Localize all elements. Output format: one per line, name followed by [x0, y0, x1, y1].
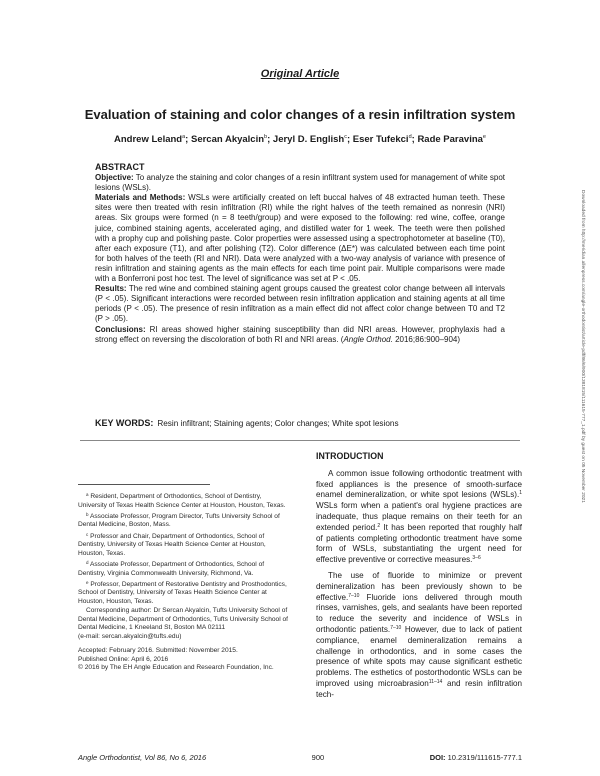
author-name: Sercan Akyalcin	[190, 134, 265, 145]
affiliation-text: Professor and Chair, Department of Orthodontics, School of Dentistry, University of Texas Health Science Center at Houston, Houston, Texas.	[78, 532, 266, 557]
text-run: The use of fluoride to minimize or prevent demineralization has been previously shown to be effective.	[316, 570, 522, 602]
keywords-line	[95, 418, 505, 428]
corresponding-email: (e-mail: sercan.akyalcin@tufts.edu)	[78, 633, 182, 641]
accepted-date: Accepted: February 2016. Submitted: November 2015.	[78, 647, 238, 655]
affiliation-mark: c	[86, 531, 89, 537]
download-watermark: Downloaded from http://meridian.allenpress.com/angle-orthodontist/article-pdf/86/6/900/1381815/111615-777_1.pdf by guest on 05 November 2021	[580, 190, 585, 503]
objective-text: To analyze the staining and color changes of a resin infiltrant system used for management of white spot lesions (WSLs).	[95, 173, 506, 193]
corresponding-author: Corresponding author: Dr Sercan Akyalcin, Tufts University School of Dental Medicine, Department of Orthodontics, Tufts University School of Dental Medicine, 1 Kneeland St, Boston MA 02111	[78, 607, 288, 632]
abstract-methods	[95, 193, 505, 284]
affiliation-mark: a	[182, 134, 186, 140]
abstract-results	[95, 284, 505, 324]
text-run: Fluoride ions delivered through mouth rinses, varnishes, gels, and sealants have been reported to reduce the severity and incidence of WSLs in orthodontic patients.	[316, 592, 522, 634]
author-name: Eser Tufekci	[352, 134, 409, 145]
reference-mark: 2	[377, 522, 381, 529]
reference-mark: 11–14	[428, 678, 443, 685]
affiliation-mark: d	[408, 134, 412, 140]
footnote-rule	[78, 484, 210, 485]
abstract-heading: ABSTRACT	[95, 162, 145, 172]
citation-details: 2016;86:900–904)	[395, 334, 461, 344]
objective-label: Objective:	[95, 173, 134, 183]
author-name: Rade Paravina	[417, 134, 483, 145]
abstract-conclusions	[95, 325, 505, 345]
affiliation-mark: e	[482, 134, 486, 140]
page-footer	[78, 753, 522, 762]
footer-journal: Angle Orthodontist, Vol 86, No 6, 2016	[78, 753, 207, 762]
author-name: Jeryl D. English	[272, 134, 345, 145]
reference-mark: 1	[519, 490, 522, 497]
footer-doi	[430, 753, 522, 762]
affiliation-mark: b	[86, 511, 89, 517]
text-run: It has been reported that roughly half of patients completing orthodontic treatment have some form of WSLs, substantiating the urgent need for effective preventive or corrective measures.	[316, 522, 522, 565]
reference-mark: 7–10	[390, 624, 402, 631]
doi-link[interactable]: 10.2319/111615-777.1	[447, 753, 522, 762]
affiliation-item	[78, 491, 292, 510]
results-text: The red wine and combined staining agent groups caused the greatest color change between all intervals (P < .05). Significant interactions were recorded between resin infiltration application and staining agents at all time periods (P < .05). The presence of resin infiltration as a main effect did not affect color change between T0 and T2 (P > .05).	[95, 284, 505, 324]
author-name: Andrew Leland	[114, 134, 183, 145]
article-title: Evaluation of staining and color changes of a resin infiltration system	[84, 107, 516, 122]
article-type-label: Original Article	[260, 68, 340, 80]
abstract-objective	[95, 173, 505, 193]
doi-label: DOI:	[429, 753, 446, 762]
introduction-paragraph	[316, 571, 522, 701]
affiliation-text: Associate Professor, Program Director, Tufts University School of Dental Medicine, Boston, Mass.	[78, 512, 280, 529]
affiliation-item	[78, 531, 292, 559]
conclusions-label: Conclusions:	[95, 324, 146, 334]
introduction-heading: INTRODUCTION	[316, 451, 384, 461]
methods-text: WSLs were artificially created on left buccal halves of 48 extracted human teeth. These sites were then treated with resin infiltration (RI) while the right halves of the teeth remained as nonresin (NRI) areas. Six groups were formed (n = 8 teeth/group) and were exposed to the following: red wine, coffee, orange juice, combined staining agents, accelerated aging, and distilled water for 1 week. The teeth were then polished with a prophy cup and polishing paste. Color properties were assessed using a spectrophotometer at baseline (T0), after each exposure (T1), and after polishing (T2). Color difference (ΔE*) was calculated between each time point for both halves of the teeth (RI and NRI). Data were analyzed with a two-way analysis of variance with presence of resin infiltration and staining agents as the main effects for each time point pair. Multiple comparisons were made with a Bonferroni post hoc test. The level of significance was set at P < .05.	[95, 193, 505, 284]
abstract-section	[95, 162, 505, 345]
affiliation-mark: d	[86, 559, 89, 565]
methods-label: Materials and Methods:	[95, 193, 186, 203]
affiliation-mark: e	[86, 579, 89, 585]
affiliation-mark: c	[344, 134, 347, 140]
text-run: A common issue following orthodontic treatment with fixed appliances is the presence of smooth-surface enamel demineralization, or white spot lesions (WSLs).	[316, 468, 522, 500]
introduction-paragraph	[316, 469, 522, 566]
affiliation-mark: a	[86, 492, 89, 497]
author-list: Andrew Leland$^a$; Sercan Akyalcin$^b$; Jeryl D. English$^c$; Eser Tufekci$^d$; Rade Paravina$^e$	[114, 134, 486, 145]
text-run: WSLs form when a patient's oral hygiene practices are inadequate, thus plaque remains on their teeth for an extended period.	[316, 501, 522, 532]
affiliation-text: Professor, Department of Restorative Dentistry and Prosthodontics, School of Dentistry, University of Texas Health Science Center at Houston, Houston, Texas.	[78, 580, 287, 605]
text-run: However, due to lack of patient compliance, enamel demineralization remains a challenge in orthodontics, and in some cases the presence of white spots may cause significant esthetic problems. The esthetics of postorthodontic WSLs can be improved using microabrasion	[316, 624, 522, 688]
affiliation-item	[78, 579, 292, 607]
publication-history	[78, 647, 292, 673]
published-date: Published Online: April 6, 2016	[78, 655, 169, 663]
affiliation-item	[78, 559, 292, 578]
text-run: and resin infiltration tech-	[316, 678, 523, 699]
introduction-column	[316, 451, 522, 701]
reference-mark: 3–6	[472, 555, 481, 562]
results-label: Results:	[95, 284, 127, 294]
conclusions-text: RI areas showed higher staining susceptibility than did NRI areas. However, prophylaxis had a strong effect on reversing the discoloration of both RI and NRI areas.	[95, 324, 505, 344]
reference-mark: 7–10	[348, 592, 360, 599]
affiliation-text: Resident, Department of Orthodontics, School of Dentistry, University of Texas Health Science Center at Houston, Houston, Texas.	[78, 493, 286, 509]
citation-journal: Angle Orthod.	[343, 334, 393, 344]
affiliations-column	[78, 491, 292, 673]
affiliation-mark: b	[264, 134, 268, 140]
citation-open: (	[340, 334, 344, 344]
keywords-label: KEY WORDS:	[95, 418, 154, 428]
affiliation-item	[78, 511, 292, 530]
copyright-notice: © 2016 by The EH Angle Education and Research Foundation, Inc.	[78, 664, 274, 672]
page-number: 900	[311, 753, 325, 762]
keywords-text: Resin infiltrant; Staining agents; Color changes; White spot lesions	[157, 419, 399, 428]
affiliation-text: Associate Professor, Department of Orthodontics, School of Dentistry, Virginia Commonwealth University, Richmond, Va.	[78, 560, 265, 577]
section-divider	[80, 440, 520, 441]
